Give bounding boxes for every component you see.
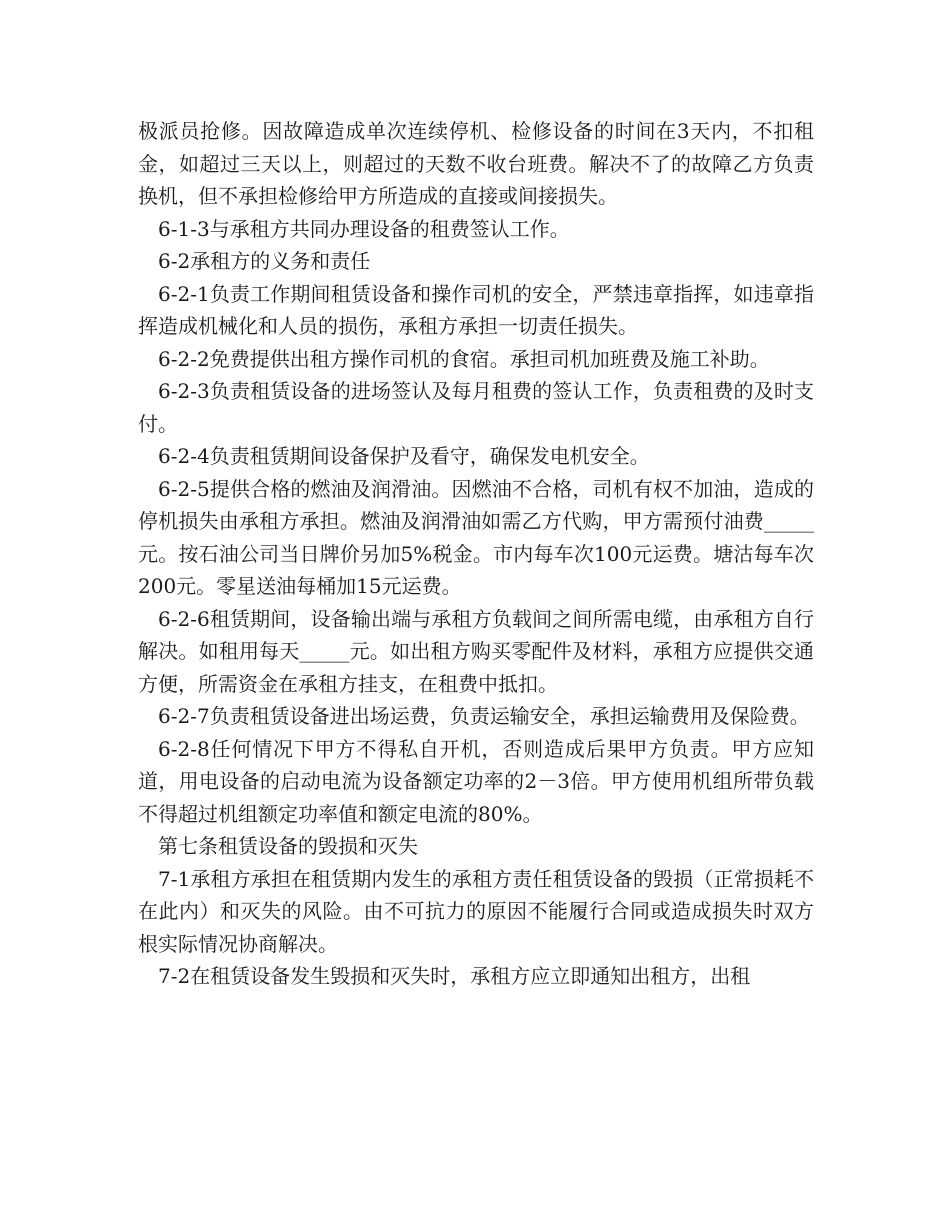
paragraph: 6-2-7负责租赁设备进出场运费，负责运输安全，承担运输费用及保险费。 xyxy=(158,704,810,728)
document-body xyxy=(138,115,814,993)
paragraph: 6-2-1负责工作期间租赁设备和操作司机的安全，严禁违章指挥，如违章指挥造成机械化和人员的损伤，承租方承担一切责任损失。 xyxy=(138,281,814,338)
paragraph: 6-2-3负责租赁设备的进场签认及每月租费的签认工作，负责租费的及时支付。 xyxy=(138,379,814,436)
paragraph: 6-2-8任何情况下甲方不得私自开机，否则造成后果甲方负责。甲方应知道，用电设备的启动电流为设备额定功率的2－3倍。甲方使用机组所带负载不得超过机组额定功率值和额定电流的80%。 xyxy=(138,736,814,826)
paragraph: 6-2-6租赁期间，设备输出端与承租方负载间之间所需电缆，由承租方自行解决。如租用每天_____元。如出租方购买零配件及材料，承租方应提供交通方便，所需资金在承租方挂支，在租费中抵扣。 xyxy=(138,606,814,696)
paragraph: 7-1承租方承担在租赁期内发生的承租方责任租赁设备的毁损（正常损耗不在此内）和灭失的风险。由不可抗力的原因不能履行合同或造成损失时双方根实际情况协商解决。 xyxy=(138,866,814,956)
paragraph: 极派员抢修。因故障造成单次连续停机、检修设备的时间在3天内，不扣租金，如超过三天以上，则超过的天数不收台班费。解决不了的故障乙方负责换机，但不承担检修给甲方所造成的直接或间接损失。 xyxy=(138,119,814,208)
section-heading: 6-2承租方的义务和责任 xyxy=(158,249,371,273)
paragraph: 6-2-2免费提供出租方操作司机的食宿。承担司机加班费及施工补助。 xyxy=(158,346,770,371)
paragraph: 6-2-5提供合格的燃油及润滑油。因燃油不合格，司机有权不加油，造成的停机损失由承租方承担。燃油及润滑油如需乙方代购，甲方需预付油费_____元。按石油公司当日牌价另加5%税金。市内每车次100元运费。塘沽每车次200元。零星送油每桶加15元运费。 xyxy=(138,476,814,598)
paragraph: 6-2-4负责租赁期间设备保护及看守，确保发电机安全。 xyxy=(158,444,650,468)
paragraph: 7-2在租赁设备发生毁损和灭失时，承租方应立即通知出租方，出租 xyxy=(158,964,751,988)
paragraph: 6-1-3与承租方共同办理设备的租费签认工作。 xyxy=(158,216,570,241)
article-heading: 第七条租赁设备的毁损和灭失 xyxy=(158,834,418,858)
